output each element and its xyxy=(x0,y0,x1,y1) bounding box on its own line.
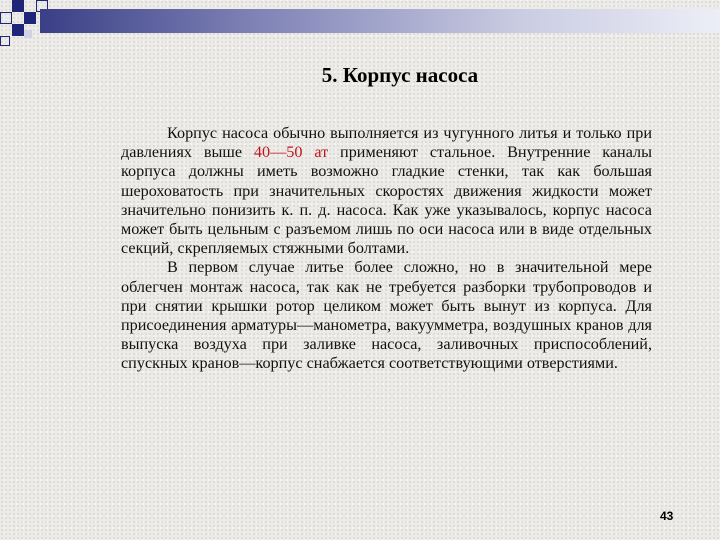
corner-square-decoration xyxy=(12,0,24,12)
corner-square-decoration xyxy=(24,12,36,24)
paragraph-2: В первом случае литье более сложно, но в значительной мере облегчен монтаж насоса, так как не требуется разборки трубопроводов и при снятии крышки ротор целиком может быть вынут из корпуса. Для присоединения арматуры—манометра, вакуумметра, воздушных кранов для выпуска воздуха при заливке насоса, заливочных приспособлений, спускных кранов—корпус снабжается соответствующими отверстиями. xyxy=(121,258,652,373)
corner-square-decoration xyxy=(12,24,24,36)
pressure-highlight: 40—50 ат xyxy=(253,143,329,162)
slide-title: 5. Корпус насоса xyxy=(321,63,479,87)
corner-square-decoration xyxy=(0,12,12,24)
paragraph-1-before: Корпус насоса обычно выполняется из чугунного литья и только при давлениях выше xyxy=(121,124,652,162)
paragraph-1-after: применяют стальное. Внутренние каналы корпуса должны иметь возможно гладкие стенки, так как большая шероховатость при значительных скоростях движения жидкости может значительно понизить к. п. д. насоса. Как уже указывалось, корпус насоса может быть цельным с разъемом лишь по оси насоса или в виде отдельных секций, скрепляемых стяжными болтами. xyxy=(121,143,653,258)
slide-body-text xyxy=(121,124,652,374)
page-number: 43 xyxy=(660,509,674,523)
paragraph-1 xyxy=(121,124,652,258)
corner-square-decoration xyxy=(24,30,32,38)
header-gradient-bar xyxy=(40,9,720,33)
corner-square-decoration xyxy=(0,36,10,46)
